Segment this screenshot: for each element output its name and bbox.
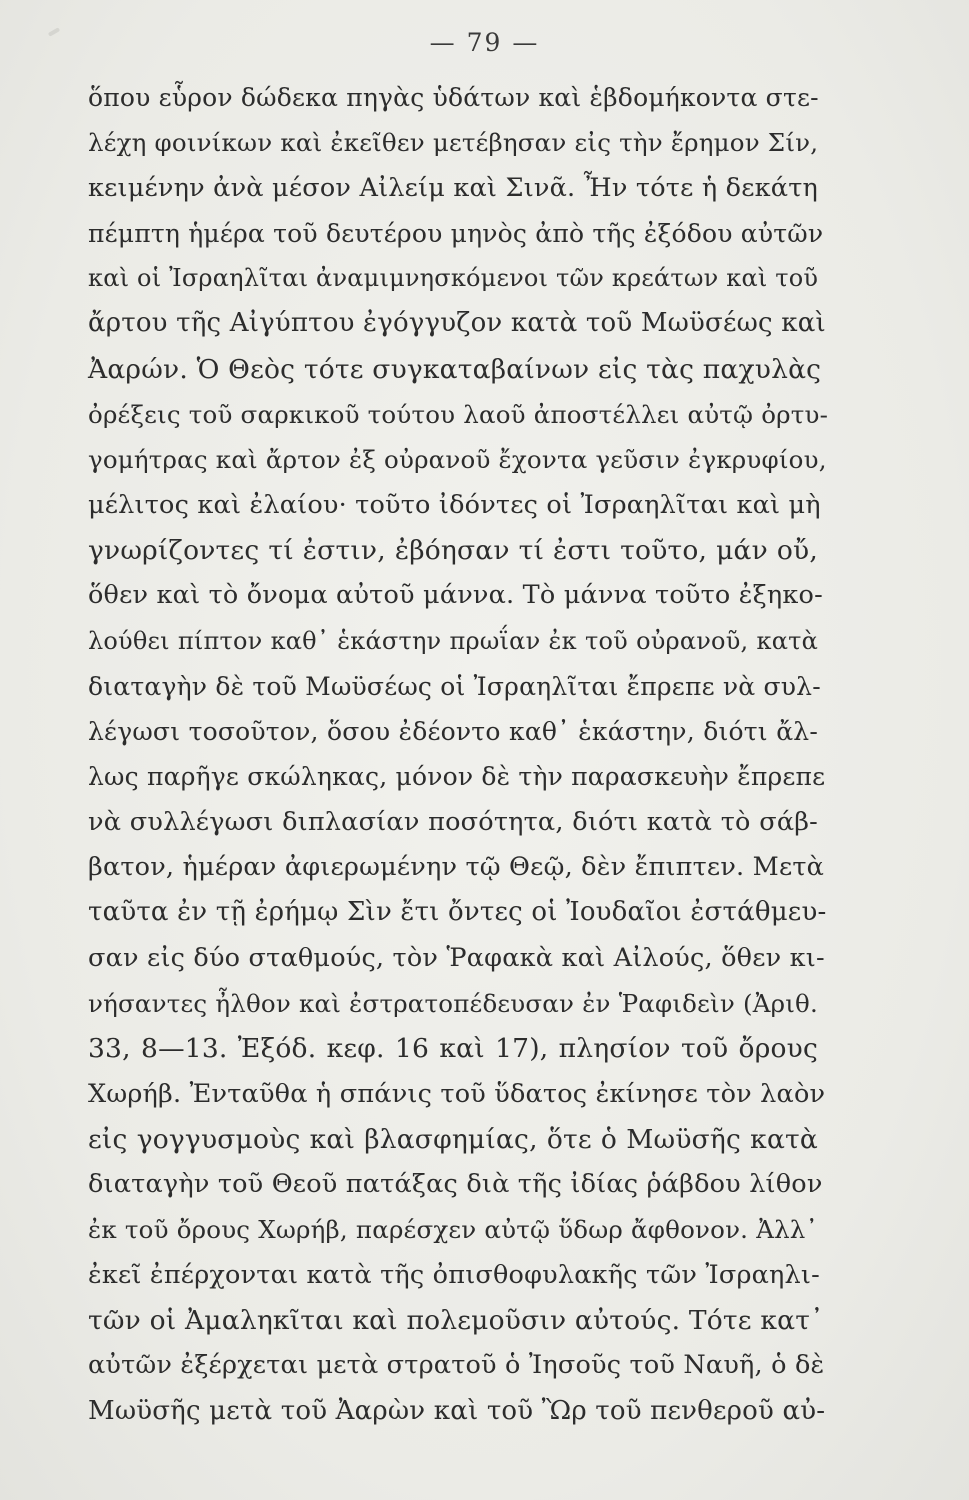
text-line: βατον, ἡμέραν ἀφιερωμένην τῷ Θεῷ, δὲν ἔπιπτεν. Μετὰ bbox=[88, 852, 825, 883]
text-line: ἄρτου τῆς Αἰγύπτου ἐγόγγυζον κατὰ τοῦ Μωϋσέως καὶ bbox=[88, 308, 826, 339]
text-line: λέχη φοινίκων καὶ ἐκεῖθεν μετέβησαν εἰς τὴν ἔρημον Σίν, bbox=[88, 128, 819, 158]
text-line: ἐκεῖ ἐπέρχονται κατὰ τῆς ὀπισθοφυλακῆς τῶν Ἰσραηλι- bbox=[88, 1259, 820, 1290]
text-line: σαν εἰς δύο σταθμούς, τὸν Ῥαφακὰ καὶ Αἰλούς, ὅθεν κι- bbox=[88, 942, 825, 973]
text-line: Ἀαρών. Ὁ Θεὸς τότε συγκαταβαίνων εἰς τὰς παχυλὰς bbox=[88, 353, 822, 385]
text-line: 33, 8—13. Ἐξόδ. κεφ. 16 καὶ 17), πλησίον τοῦ ὄρους bbox=[88, 1033, 818, 1065]
text-line: λως παρῆγε σκώληκας, μόνον δὲ τὴν παρασκευὴν ἔπρεπε bbox=[88, 762, 826, 792]
text-line: καὶ οἱ Ἰσραηλῖται ἀναμιμνησκόμενοι τῶν κρεάτων καὶ τοῦ bbox=[88, 264, 819, 293]
text-line: ὅθεν καὶ τὸ ὄνομα αὐτοῦ μάννα. Τὸ μάννα τοῦτο ἐξηκο- bbox=[88, 580, 823, 611]
text-line: γνωρίζοντες τί ἐστιν, ἐβόησαν τί ἐστι τοῦτο, μάν οὔ, bbox=[88, 534, 818, 566]
page-number: — 79 — bbox=[429, 28, 540, 57]
text-line: λούθει πίπτον καθ᾽ ἑκάστην πρωΐαν ἐκ τοῦ οὐρανοῦ, κατὰ bbox=[88, 626, 818, 655]
text-line: Χωρήβ. Ἐνταῦθα ἡ σπάνις τοῦ ὕδατος ἐκίνησε τὸν λαὸν bbox=[88, 1078, 826, 1109]
text-line: λέγωσι τοσοῦτον, ὅσου ἐδέοντο καθ᾽ ἑκάστην, διότι ἄλ- bbox=[88, 717, 818, 747]
text-line: ἐκ τοῦ ὄρους Χωρήβ, παρέσχεν αὐτῷ ὕδωρ ἄφθονον. Ἀλλ᾽ bbox=[88, 1215, 818, 1245]
text-line: ταῦτα ἐν τῇ ἐρήμῳ Σὶν ἔτι ὄντες οἱ Ἰουδαῖοι ἐστάθμευ- bbox=[88, 897, 827, 928]
text-line: Μωϋσῆς μετὰ τοῦ Ἀαρὼν καὶ τοῦ Ὢρ τοῦ πενθεροῦ αὐ- bbox=[88, 1395, 826, 1426]
body-text bbox=[88, 75, 829, 1434]
text-line: ὅπου εὗρον δώδεκα πηγὰς ὑδάτων καὶ ἑβδομήκοντα στε- bbox=[88, 83, 819, 112]
text-line: ὀρέξεις τοῦ σαρκικοῦ τούτου λαοῦ ἀποστέλλει αὐτῷ ὀρτυ- bbox=[88, 400, 829, 430]
text-line: μέλιτος καὶ ἐλαίου· τοῦτο ἰδόντες οἱ Ἰσραηλῖται καὶ μὴ bbox=[88, 489, 821, 520]
text-line: πέμπτη ἡμέρα τοῦ δευτέρου μηνὸς ἀπὸ τῆς ἐξόδου αὐτῶν bbox=[88, 218, 824, 248]
text-line: διαταγὴν τοῦ Θεοῦ πατάξας διὰ τῆς ἰδίας ῥάβδου λίθον bbox=[88, 1169, 823, 1200]
text-line: νὰ συλλέγωσι διπλασίαν ποσότητα, διότι κατὰ τὸ σάβ- bbox=[88, 806, 818, 837]
text-line: γομήτρας καὶ ἄρτον ἐξ οὐρανοῦ ἔχοντα γεῦσιν ἐγκρυφίου, bbox=[88, 445, 827, 475]
text-line: νήσαντες ἦλθον καὶ ἐστρατοπέδευσαν ἐν Ῥαφιδεὶν (Ἀριθ. bbox=[88, 988, 818, 1018]
text-line: διαταγὴν δὲ τοῦ Μωϋσέως οἱ Ἰσραηλῖται ἔπρεπε νὰ συλ- bbox=[88, 671, 821, 701]
text-line: αὐτῶν ἐξέρχεται μετὰ στρατοῦ ὁ Ἰησοῦς τοῦ Ναυῆ, ὁ δὲ bbox=[88, 1350, 825, 1381]
text-line: εἰς γογγυσμοὺς καὶ βλασφημίας, ὅτε ὁ Μωϋσῆς κατὰ bbox=[88, 1123, 818, 1155]
text-line: κειμένην ἀνὰ μέσον Αἰλείμ καὶ Σινᾶ. Ἦν τότε ἡ δεκάτη bbox=[88, 172, 818, 203]
text-line: τῶν οἱ Ἀμαληκῖται καὶ πολεμοῦσιν αὐτούς. Τότε κατ᾽ bbox=[88, 1305, 824, 1337]
